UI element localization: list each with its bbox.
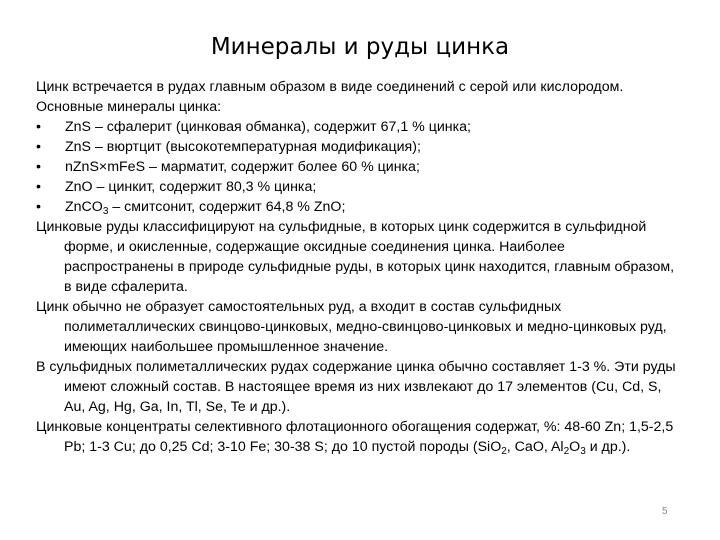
minerals-heading: Основные минералы цинка:: [36, 99, 222, 115]
formula-subscript: 2: [501, 446, 507, 457]
intro-paragraph: Цинк встречается в рудах главным образом в виде соединений с серой или кислородом.: [36, 79, 624, 95]
bullet-icon: •: [36, 199, 41, 215]
mineral-item-smithsonite: [36, 197, 676, 217]
mineral-formula: ZnS: [65, 139, 92, 155]
mineral-item-sphalerite: [36, 117, 676, 137]
mineral-description: – цинкит, содержит 80,3 % цинка;: [92, 179, 317, 195]
mineral-description: – вюртцит (высокотемпературная модификация);: [91, 139, 421, 155]
concentrates-paragraph: [36, 417, 676, 457]
formula-sio2: SiO: [477, 439, 502, 455]
slide-title: Минералы и руды цинка: [210, 34, 510, 60]
mineral-item-marmatite: [36, 157, 676, 177]
mineral-description: – смитсонит, содержит 64,8 % ZnO;: [108, 199, 346, 215]
concentrates-mid: , CaO,: [506, 439, 551, 455]
formula-al2o3-oxygen: O: [569, 439, 581, 455]
formula-subscript: 3: [102, 206, 109, 217]
polymetal-paragraph: Цинк обычно не образует самостоятельных руд, а входит в состав сульфидных полиметаллических свинцово-цинковых, медно-свинцово-цинковых и медно-цинковых руд, имеющих наибольшее промышленное значение.: [36, 299, 667, 355]
mineral-item-zincite: [36, 177, 676, 197]
bullet-icon: •: [36, 139, 41, 155]
bullet-icon: •: [36, 119, 41, 135]
content-paragraph: В сульфидных полиметаллических рудах содержание цинка обычно составляет 1-3 %. Эти руды имеют сложный состав. В настоящее время из них извлекают до 17 элементов (Cu, Cd, S, Au, Ag, Hg, Ga, In, Tl, Se, Te и др.).: [36, 359, 676, 415]
mineral-description: – марматит, содержит более 60 % цинка;: [145, 159, 420, 175]
formula-subscript: 2: [563, 446, 570, 457]
concentrates-main: Цинковые концентраты селективного флотационного обогащения содержат, %: 48-60 Zn; 1,5-2,5 Pb; 1-3 Cu; до 0,25 Cd; 3-10 Fe; 30-38 S; до 10 пустой породы (: [36, 419, 674, 455]
mineral-formula: ZnCO: [65, 199, 103, 215]
bullet-icon: •: [36, 159, 41, 175]
formula-subscript: 3: [580, 446, 586, 457]
mineral-formula: nZnS×mFeS: [65, 159, 146, 175]
bullet-icon: •: [36, 179, 41, 195]
mineral-item-wurtzite: [36, 137, 676, 157]
mineral-description: – сфалерит (цинковая обманка), содержит 67,1 % цинка;: [91, 119, 471, 135]
page-number: 5: [662, 506, 668, 517]
formula-al2o3: Al: [550, 439, 564, 455]
mineral-formula: ZnO: [65, 179, 93, 195]
classification-paragraph: Цинковые руды классифицируют на сульфидные, в которых цинк содержится в сульфидной форме, и окисленные, содержащие оксидные соединения цинка. Наиболее распространены в природе сульфидные руды, в которых цинк находится, главным образом, в виде сфалерита.: [36, 219, 675, 295]
concentrates-end: и др.).: [585, 439, 631, 455]
slide-body: [36, 77, 676, 457]
mineral-formula: ZnS: [65, 119, 92, 135]
